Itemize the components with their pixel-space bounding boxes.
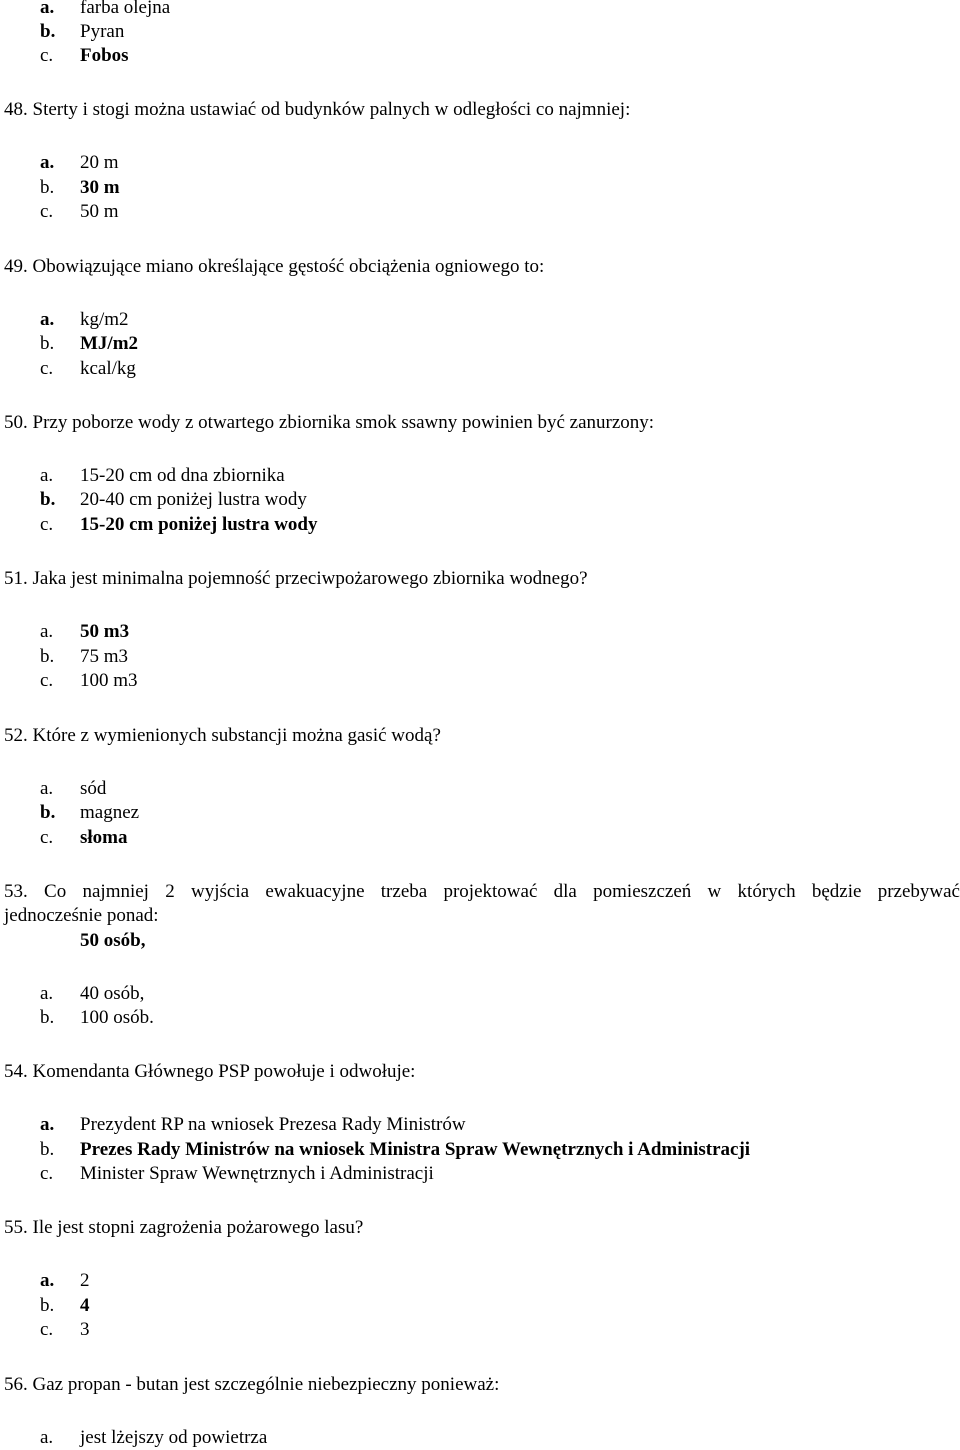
option-52b [40,801,139,825]
question-52: 52. Które z wymienionych substancji można gasić wodą? [4,725,441,746]
option-letter: b. [40,1139,55,1160]
option-letter: b. [40,177,55,198]
option-text: jest lżejszy od powietrza [80,1427,268,1448]
option-51c [40,669,138,693]
option-letter: a. [40,465,54,486]
option-48b [40,176,120,200]
option-text: 2 [80,1270,90,1291]
option-letter: c. [40,1163,54,1184]
option-letter: b. [40,489,56,510]
option-text: 20 m [80,152,119,173]
option-letter: a. [40,1114,55,1135]
option-letter: b. [40,1007,55,1028]
option-text: magnez [80,802,140,823]
option-51a [40,620,129,644]
option-49c [40,357,136,381]
option-text: 50 m [80,201,119,222]
option-47b [40,20,124,44]
option-50a [40,464,285,488]
question-55: 55. Ile jest stopni zagrożenia pożarowego lasu? [4,1217,364,1238]
option-letter: a. [40,152,55,173]
option-text: 30 m [80,177,120,198]
question-53-line-1: 53. Co najmniej 2 wyjścia ewakuacyjne trzeba projektować dla pomieszczeń w których będzie przebywać [4,881,960,902]
option-text: MJ/m2 [80,333,139,354]
option-letter: b. [40,646,55,667]
option-text: kcal/kg [80,358,136,379]
question-51: 51. Jaka jest minimalna pojemność przeciwpożarowego zbiornika wodnego? [4,568,588,589]
option-letter: c. [40,514,54,535]
option-text: 3 [80,1319,90,1340]
option-54b [40,1138,750,1162]
option-letter: c. [40,670,54,691]
option-text: 75 m3 [80,646,129,667]
option-53a [40,982,144,1006]
option-letter: a. [40,309,55,330]
option-text: Prezes Rady Ministrów na wniosek Ministra Spraw Wewnętrznych i Administracji [80,1139,751,1160]
option-51b [40,645,128,669]
option-text: 15-20 cm poniżej lustra wody [80,514,318,535]
option-52a [40,777,106,801]
question-56: 56. Gaz propan - butan jest szczególnie niebezpieczny ponieważ: [4,1374,500,1395]
option-text: Minister Spraw Wewnętrznych i Administracji [80,1163,434,1184]
option-55a [40,1269,90,1293]
option-50b [40,488,307,512]
option-letter: c. [40,827,54,848]
option-text: 50 m3 [80,621,130,642]
option-text: Prezydent RP na wniosek Prezesa Rady Ministrów [80,1114,466,1135]
option-52c [40,826,128,850]
option-letter: a. [40,983,54,1004]
option-letter: c. [40,1319,54,1340]
question-48: 48. Sterty i stogi można ustawiać od budynków palnych w odległości co najmniej: [4,99,631,120]
option-letter: a. [40,1270,55,1291]
option-text: 40 osób, [80,983,145,1004]
question-54: 54. Komendanta Głównego PSP powołuje i odwołuje: [4,1061,416,1082]
option-text: 15-20 cm od dna zbiornika [80,465,285,486]
option-text: farba olejna [80,0,171,18]
option-letter: c. [40,45,54,66]
option-55b [40,1294,90,1318]
option-text: Fobos [80,45,129,66]
option-letter: b. [40,1295,55,1316]
option-letter: c. [40,201,54,222]
option-49b [40,332,138,356]
option-55c [40,1318,90,1342]
option-49a [40,308,129,332]
option-54a [40,1113,466,1137]
option-56a [40,1426,267,1450]
option-letter: b. [40,333,55,354]
option-text: 4 [80,1295,90,1316]
question-53-line-2: jednocześnie ponad: [4,905,159,926]
option-53b [40,1006,154,1030]
question-49: 49. Obowiązujące miano określające gęstość obciążenia ogniowego to: [4,256,545,277]
option-47a [40,0,170,20]
option-54c [40,1162,434,1186]
option-text: kg/m2 [80,309,129,330]
option-letter: b. [40,21,56,42]
option-letter: a. [40,1427,54,1448]
option-text: Pyran [80,21,125,42]
answer-53: 50 osób, [80,930,146,951]
option-text: 100 m3 [80,670,138,691]
option-letter: a. [40,0,55,18]
option-text: słoma [80,827,128,848]
option-48c [40,200,119,224]
option-50c [40,513,317,537]
option-47c [40,44,129,68]
option-letter: a. [40,621,54,642]
option-letter: a. [40,778,54,799]
option-letter: c. [40,358,54,379]
question-50: 50. Przy poborze wody z otwartego zbiornika smok ssawny powinien być zanurzony: [4,412,655,433]
option-letter: b. [40,802,56,823]
option-text: sód [80,778,107,799]
option-text: 20-40 cm poniżej lustra wody [80,489,307,510]
option-text: 100 osób. [80,1007,154,1028]
option-48a [40,151,119,175]
